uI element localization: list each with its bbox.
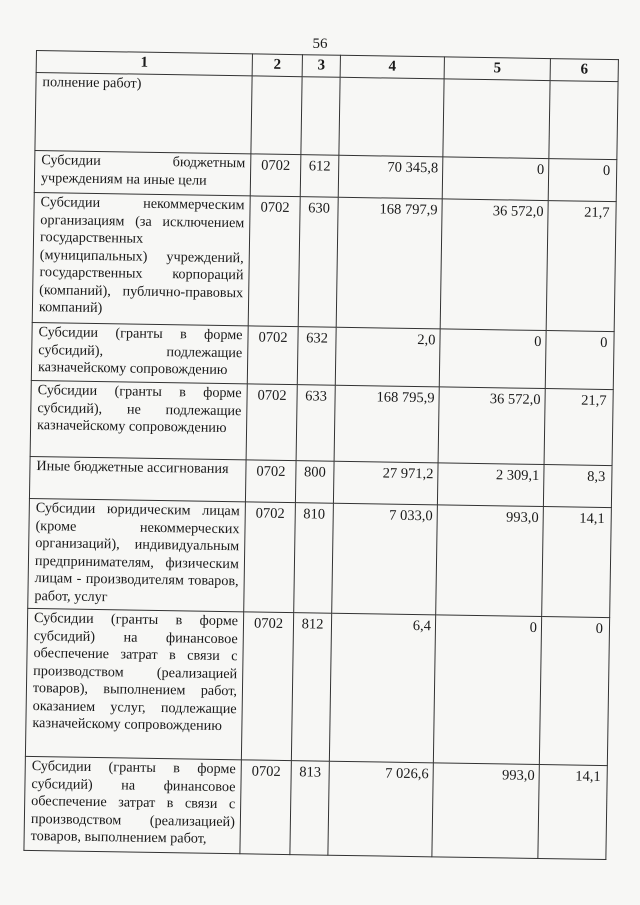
table-row [24,756,607,859]
row-percent: 8,3 [543,465,612,508]
header-col-6: 6 [550,59,618,82]
row-actual-amount: 0 [439,329,546,389]
header-col-3: 3 [302,55,340,78]
row-plan-amount: 7 026,6 [328,761,433,857]
row-type-code: 800 [295,461,334,504]
budget-table-wrapper [23,50,618,860]
row-plan-amount: 168 795,9 [334,385,439,463]
row-section-code: 0702 [241,612,293,761]
row-description: Иные бюджетные ассигнования [29,456,246,501]
row-actual-amount: 0 [433,615,541,765]
row-section-code: 0702 [245,460,296,503]
row-section-code: 0702 [248,196,300,327]
row-description: Субсидии бюджетным учреждениям на иные цели [34,150,251,195]
row-section-code: 0702 [240,760,291,855]
table-row [30,380,613,465]
row-actual-amount: 2 309,1 [437,463,544,507]
row-plan-amount: 7 033,0 [332,503,438,615]
row-percent: 0 [539,617,609,766]
row-plan-amount: 70 345,8 [338,155,443,199]
row-description: Субсидии (гранты в форме субсидий), подлежащие казначейскому сопровождению [31,322,248,383]
budget-table [23,50,619,860]
row-plan-amount: 168 797,9 [336,197,442,329]
row-actual-amount: 36 572,0 [440,199,548,331]
row-type-code: 632 [297,327,336,386]
row-type-code: 812 [291,613,331,762]
row-description: полнение работ) [35,73,252,154]
row-section-code [251,76,302,155]
row-actual-amount: 993,0 [436,505,544,617]
row-actual-amount: 0 [442,157,549,201]
row-plan-amount: 2,0 [335,327,440,387]
row-description: Субсидии юридическим лицам (кроме некоммерческих организаций), индивидуальным предпринимателям, физическим лицам - производителям товаров, работ, услуг [28,498,246,611]
row-description: Субсидии (гранты в форме субсидий), не подлежащие казначейскому сопровождению [30,380,247,459]
row-type-code: 612 [300,155,339,198]
header-col-4: 4 [340,55,444,79]
table-row [28,498,612,617]
row-description: Субсидии некоммерческим организациям (за исключением государственных (муниципальных) учреждений, государственных корпораций (компаний), публично-правовых компаний) [32,192,250,325]
row-percent [549,81,618,160]
row-section-code: 0702 [247,326,298,385]
row-actual-amount: 993,0 [432,763,539,859]
row-section-code: 0702 [244,502,296,613]
row-description: Субсидии (гранты в форме субсидий) на финансовое обеспечение затрат в связи с производством (реализацией товаров), выполнением работ, оказанием услуг, подлежащие казначейскому сопровождению [25,608,243,759]
row-type-code: 630 [298,197,338,328]
table-row [25,608,609,765]
row-type-code: 813 [290,761,329,856]
row-description: Субсидии (гранты в форме субсидий) на финансовое обеспечение затрат в связи с производством (реализацией) товаров, выполнением работ, [24,756,241,853]
row-percent: 21,7 [544,389,613,466]
header-col-1: 1 [36,51,252,76]
page-number: 56 [312,36,328,52]
row-plan-amount: 27 971,2 [333,461,438,505]
row-percent: 0 [545,331,614,390]
row-percent: 14,1 [542,507,612,618]
header-col-2: 2 [252,54,302,77]
row-actual-amount: 36 572,0 [438,387,545,465]
row-plan-amount: 6,4 [329,613,435,763]
table-row [31,322,614,389]
row-percent: 14,1 [538,764,607,859]
row-type-code [301,77,340,156]
header-col-5: 5 [444,57,550,81]
row-percent: 21,7 [546,201,616,332]
row-type-code: 810 [294,503,334,614]
row-section-code: 0702 [250,154,301,197]
table-row [32,192,616,331]
row-type-code: 633 [296,385,335,462]
row-percent: 0 [548,159,617,202]
row-section-code: 0702 [246,384,297,461]
row-actual-amount [443,79,550,159]
table-row [35,73,618,160]
row-plan-amount [339,77,444,157]
